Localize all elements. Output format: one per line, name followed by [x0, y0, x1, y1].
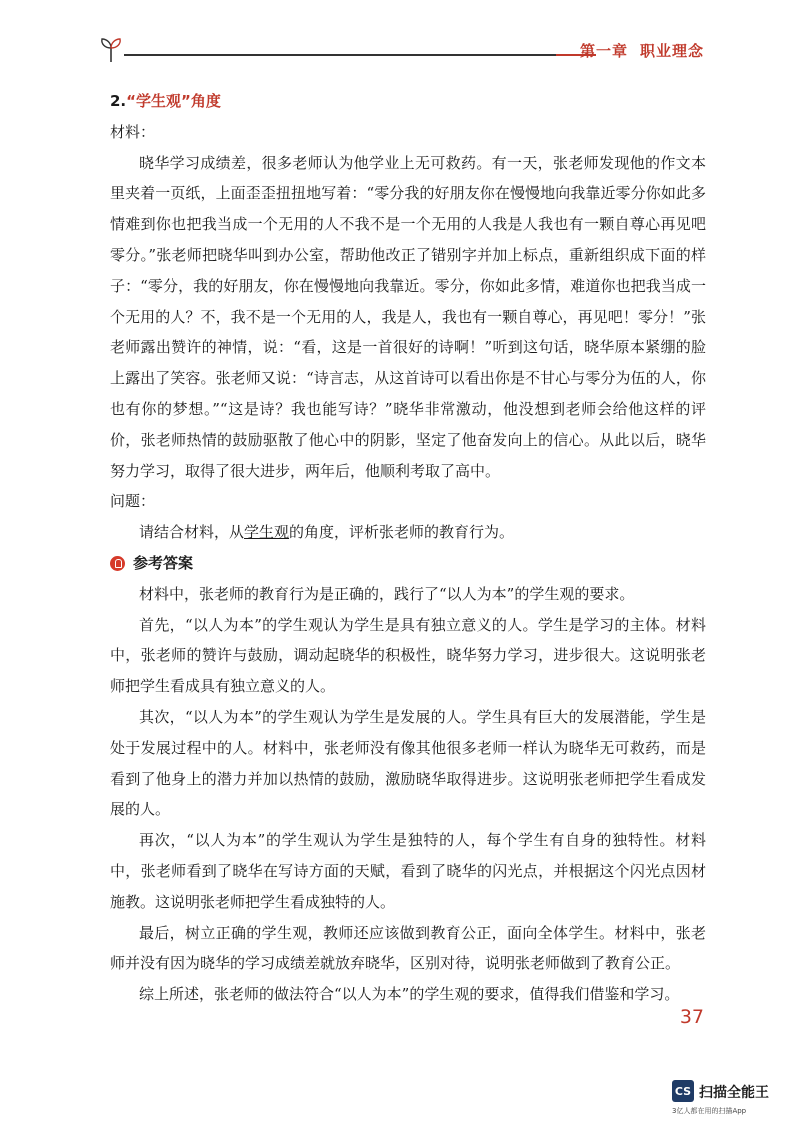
question-keyword: 学生观 [244, 523, 290, 542]
sprout-icon [96, 34, 126, 64]
page-header [96, 34, 704, 66]
answer-paragraph: 材料中，张老师的教育行为是正确的，践行了“以人为本”的学生观的要求。 [139, 584, 635, 603]
chapter-name: 职业理念 [639, 42, 704, 60]
material-label: 材料： [110, 122, 156, 141]
section-number: 2. [110, 92, 127, 110]
watermark-tagline: 3亿人都在用的扫描App [672, 1107, 747, 1115]
question-before: 请结合材料，从 [139, 523, 245, 542]
camscanner-logo-icon: CS [672, 1080, 694, 1102]
answer-heading [110, 548, 706, 579]
material-paragraph: 晓华学习成绩差，很多老师认为他学业上无可救药。有一天，张老师发现他的作文本里夹着一页纸，上面歪歪扭扭地写着：“零分我的好朋友你在慢慢地向我靠近零分你如此多情难到你也把我当成一个无用的人不我不是一个无用的人我是人我也有一颗自尊心再见吧零分。”张老师把晓华叫到办公室，帮助他改正了错别字并加上标点，重新组织成下面的样子：“零分，我的好朋友，你在慢慢地向我靠近。零分，你如此多情，难道你也把我当成一个无用的人？不，我不是一个无用的人，我是人，我也有一颗自尊心，再见吧！零分！”张老师露出赞许的神情，说：“看，这是一首很好的诗啊！”听到这句话，晓华原本紧绷的脸上露出了笑容。张老师又说：“诗言志，从这首诗可以看出你是不甘心与零分为伍的人，你也有你的梦想。”“这是诗？我也能写诗？”晓华非常激动，他没想到老师会给他这样的评价，张老师热情的鼓励驱散了他心中的阴影，坚定了他奋发向上的信心。从此以后，晓华努力学习，取得了很大进步，两年后，他顺利考取了高中。 [110, 153, 706, 480]
answer-paragraph: 首先，“以人为本”的学生观认为学生是具有独立意义的人。学生是学习的主体。材料中，张老师的赞许与鼓励，调动起晓华的积极性，晓华努力学习，进步很大。这说明张老师把学生看成具有独立意义的人。 [110, 615, 706, 696]
header-rule [124, 54, 596, 56]
answer-label: 参考答案 [133, 553, 194, 572]
page-number: 37 [679, 1006, 704, 1028]
chapter-title [580, 40, 704, 61]
section-title: “学生观”角度 [126, 92, 221, 110]
lightbulb-icon [110, 556, 125, 571]
answer-paragraph: 综上所述，张老师的做法符合“以人为本”的学生观的要求，值得我们借鉴和学习。 [139, 985, 680, 1004]
page-content [110, 86, 706, 1010]
question-after: 的角度，评析张老师的教育行为。 [289, 523, 515, 542]
question-text [110, 517, 706, 548]
answer-paragraph: 最后，树立正确的学生观，教师还应该做到教育公正，面向全体学生。材料中，张老师并没有因为晓华的学习成绩差就放弃晓华，区别对待，说明张老师做到了教育公正。 [110, 923, 706, 973]
question-label: 问题： [110, 492, 156, 511]
answer-paragraph: 再次，“以人为本”的学生观认为学生是独特的人，每个学生有自身的独特性。材料中，张老师看到了晓华在写诗方面的天赋，看到了晓华的闪光点，并根据这个闪光点因材施教。这说明张老师把学生看成独特的人。 [110, 831, 706, 911]
section-heading [110, 86, 706, 117]
scanner-watermark [672, 1080, 782, 1120]
answer-paragraph: 其次，“以人为本”的学生观认为学生是发展的人。学生具有巨大的发展潜能，学生是处于发展过程中的人。材料中，张老师没有像其他很多老师一样认为晓华无可救药，而是看到了他身上的潜力并加以热情的鼓励，激励晓华取得进步。这说明张老师把学生看成发展的人。 [110, 707, 706, 819]
watermark-app-name: 扫描全能王 [699, 1085, 769, 1101]
chapter-number: 第一章 [579, 42, 628, 60]
